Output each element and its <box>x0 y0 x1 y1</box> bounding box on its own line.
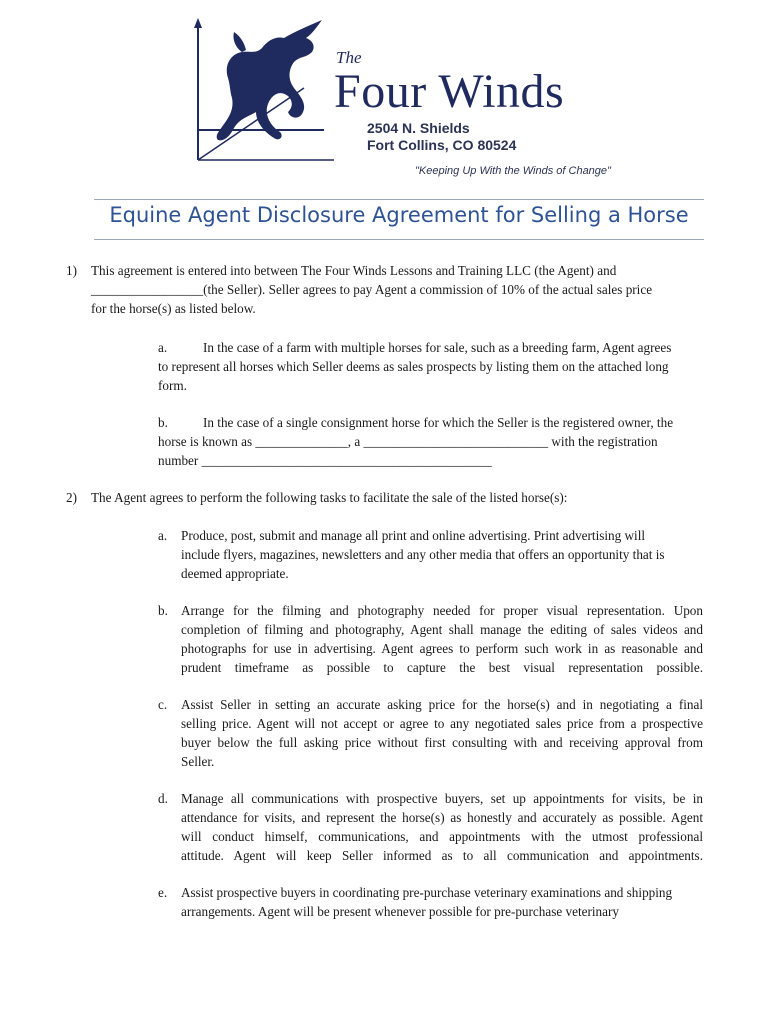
brand-the: The <box>336 48 362 67</box>
section-1a-line: In the case of a farm with multiple horses for sale, such as a breeding farm, Agent agrees <box>203 340 672 355</box>
address-line-2: Fort Collins, CO 80524 <box>367 137 517 153</box>
section-2e-line: arrangements. Agent will be present whenever possible for pre-purchase veterinary <box>181 904 619 919</box>
address-line-1: 2504 N. Shields <box>367 120 470 136</box>
section-2b-line: prudent timeframe as possible to capture the best visual representation possible. <box>181 660 703 675</box>
section-1b-line: In the case of a single consignment horse for which the Seller is the registered owner, the <box>203 415 674 430</box>
section-1a-line: form. <box>158 378 187 393</box>
section-1-line: _________________(the Seller). Seller agrees to pay Agent a commission of 10% of the actual sales price <box>91 282 653 297</box>
section-2d-line: attendance for visits, and represent the horse(s) as honestly and accurately as possible. Agent <box>181 810 703 825</box>
section-2c-line: Assist Seller in setting an accurate asking price for the horse(s) and in negotiating a final <box>181 697 703 712</box>
title-rule-top <box>94 199 704 200</box>
section-2c-line: buyer below the full asking price without first consulting with and receiving approval from <box>181 735 703 750</box>
section-2-intro: The Agent agrees to perform the following tasks to facilitate the sale of the listed horse(s): <box>91 490 568 505</box>
section-2a-line: include flyers, magazines, newsletters and any other media that offers an opportunity that is <box>181 547 665 562</box>
brand-name: Four Winds <box>334 65 565 118</box>
section-2b-line: photographs for use in advertising. Agent agrees to perform such work in as reasonable and <box>181 641 703 656</box>
document-title: Equine Agent Disclosure Agreement for Selling a Horse <box>109 203 689 227</box>
section-1-line: for the horse(s) as listed below. <box>91 301 256 316</box>
section-1b-line: number ____________________________________________ <box>158 453 492 468</box>
section-1a-line: to represent all horses which Seller deems as sales prospects by listing them on the attached long <box>158 359 669 374</box>
section-2a-paragraph <box>181 526 703 583</box>
section-2c-line: selling price. Agent will not accept or agree to any negotiated sales price from a prospective <box>181 716 703 731</box>
section-2d-line: will conduct himself, communications, and appointments with the utmost professional <box>181 829 703 844</box>
section-1b-line: horse is known as ______________, a ____________________________ with the registration <box>158 434 658 449</box>
section-2a-label: a. <box>158 528 168 543</box>
section-2d-label: d. <box>158 791 168 806</box>
section-2b-paragraph <box>181 601 703 677</box>
title-rule-bottom <box>94 239 704 240</box>
section-1-paragraph <box>91 261 701 318</box>
section-2e-label: e. <box>158 885 168 900</box>
section-2b-label: b. <box>158 603 168 618</box>
section-2d-paragraph <box>181 789 703 865</box>
section-2a-line: Produce, post, submit and manage all print and online advertising. Print advertising will <box>181 528 646 543</box>
section-2c-label: c. <box>158 697 168 712</box>
section-2e-paragraph <box>181 883 703 921</box>
section-2e-line: Assist prospective buyers in coordinating pre-purchase veterinary examinations and shipping <box>181 885 673 900</box>
tagline: "Keeping Up With the Winds of Change" <box>415 165 611 177</box>
four-winds-horse-logo <box>184 18 334 176</box>
section-1b-paragraph <box>158 413 703 470</box>
section-2c-line: Seller. <box>181 754 215 769</box>
section-2-number: 2) <box>66 490 77 505</box>
section-2b-line: Arrange for the filming and photography needed for proper visual representation. Upon <box>181 603 703 618</box>
section-1a-label: a. <box>158 340 168 355</box>
section-2d-line: Manage all communications with prospective buyers, set up appointments for visits, be in <box>181 791 703 806</box>
section-1a-paragraph <box>158 338 703 395</box>
section-1-line: This agreement is entered into between The Four Winds Lessons and Training LLC (the Agent) and <box>91 263 617 278</box>
section-2a-line: deemed appropriate. <box>181 566 289 581</box>
section-1b-label: b. <box>158 415 168 430</box>
section-2c-paragraph <box>181 695 703 771</box>
section-2b-line: completion of filming and photography, Agent shall manage the editing of sales videos and <box>181 622 703 637</box>
section-1-number: 1) <box>66 263 77 278</box>
section-2d-line: attitude. Agent will keep Seller informed as to all communication and appointments. <box>181 848 703 863</box>
